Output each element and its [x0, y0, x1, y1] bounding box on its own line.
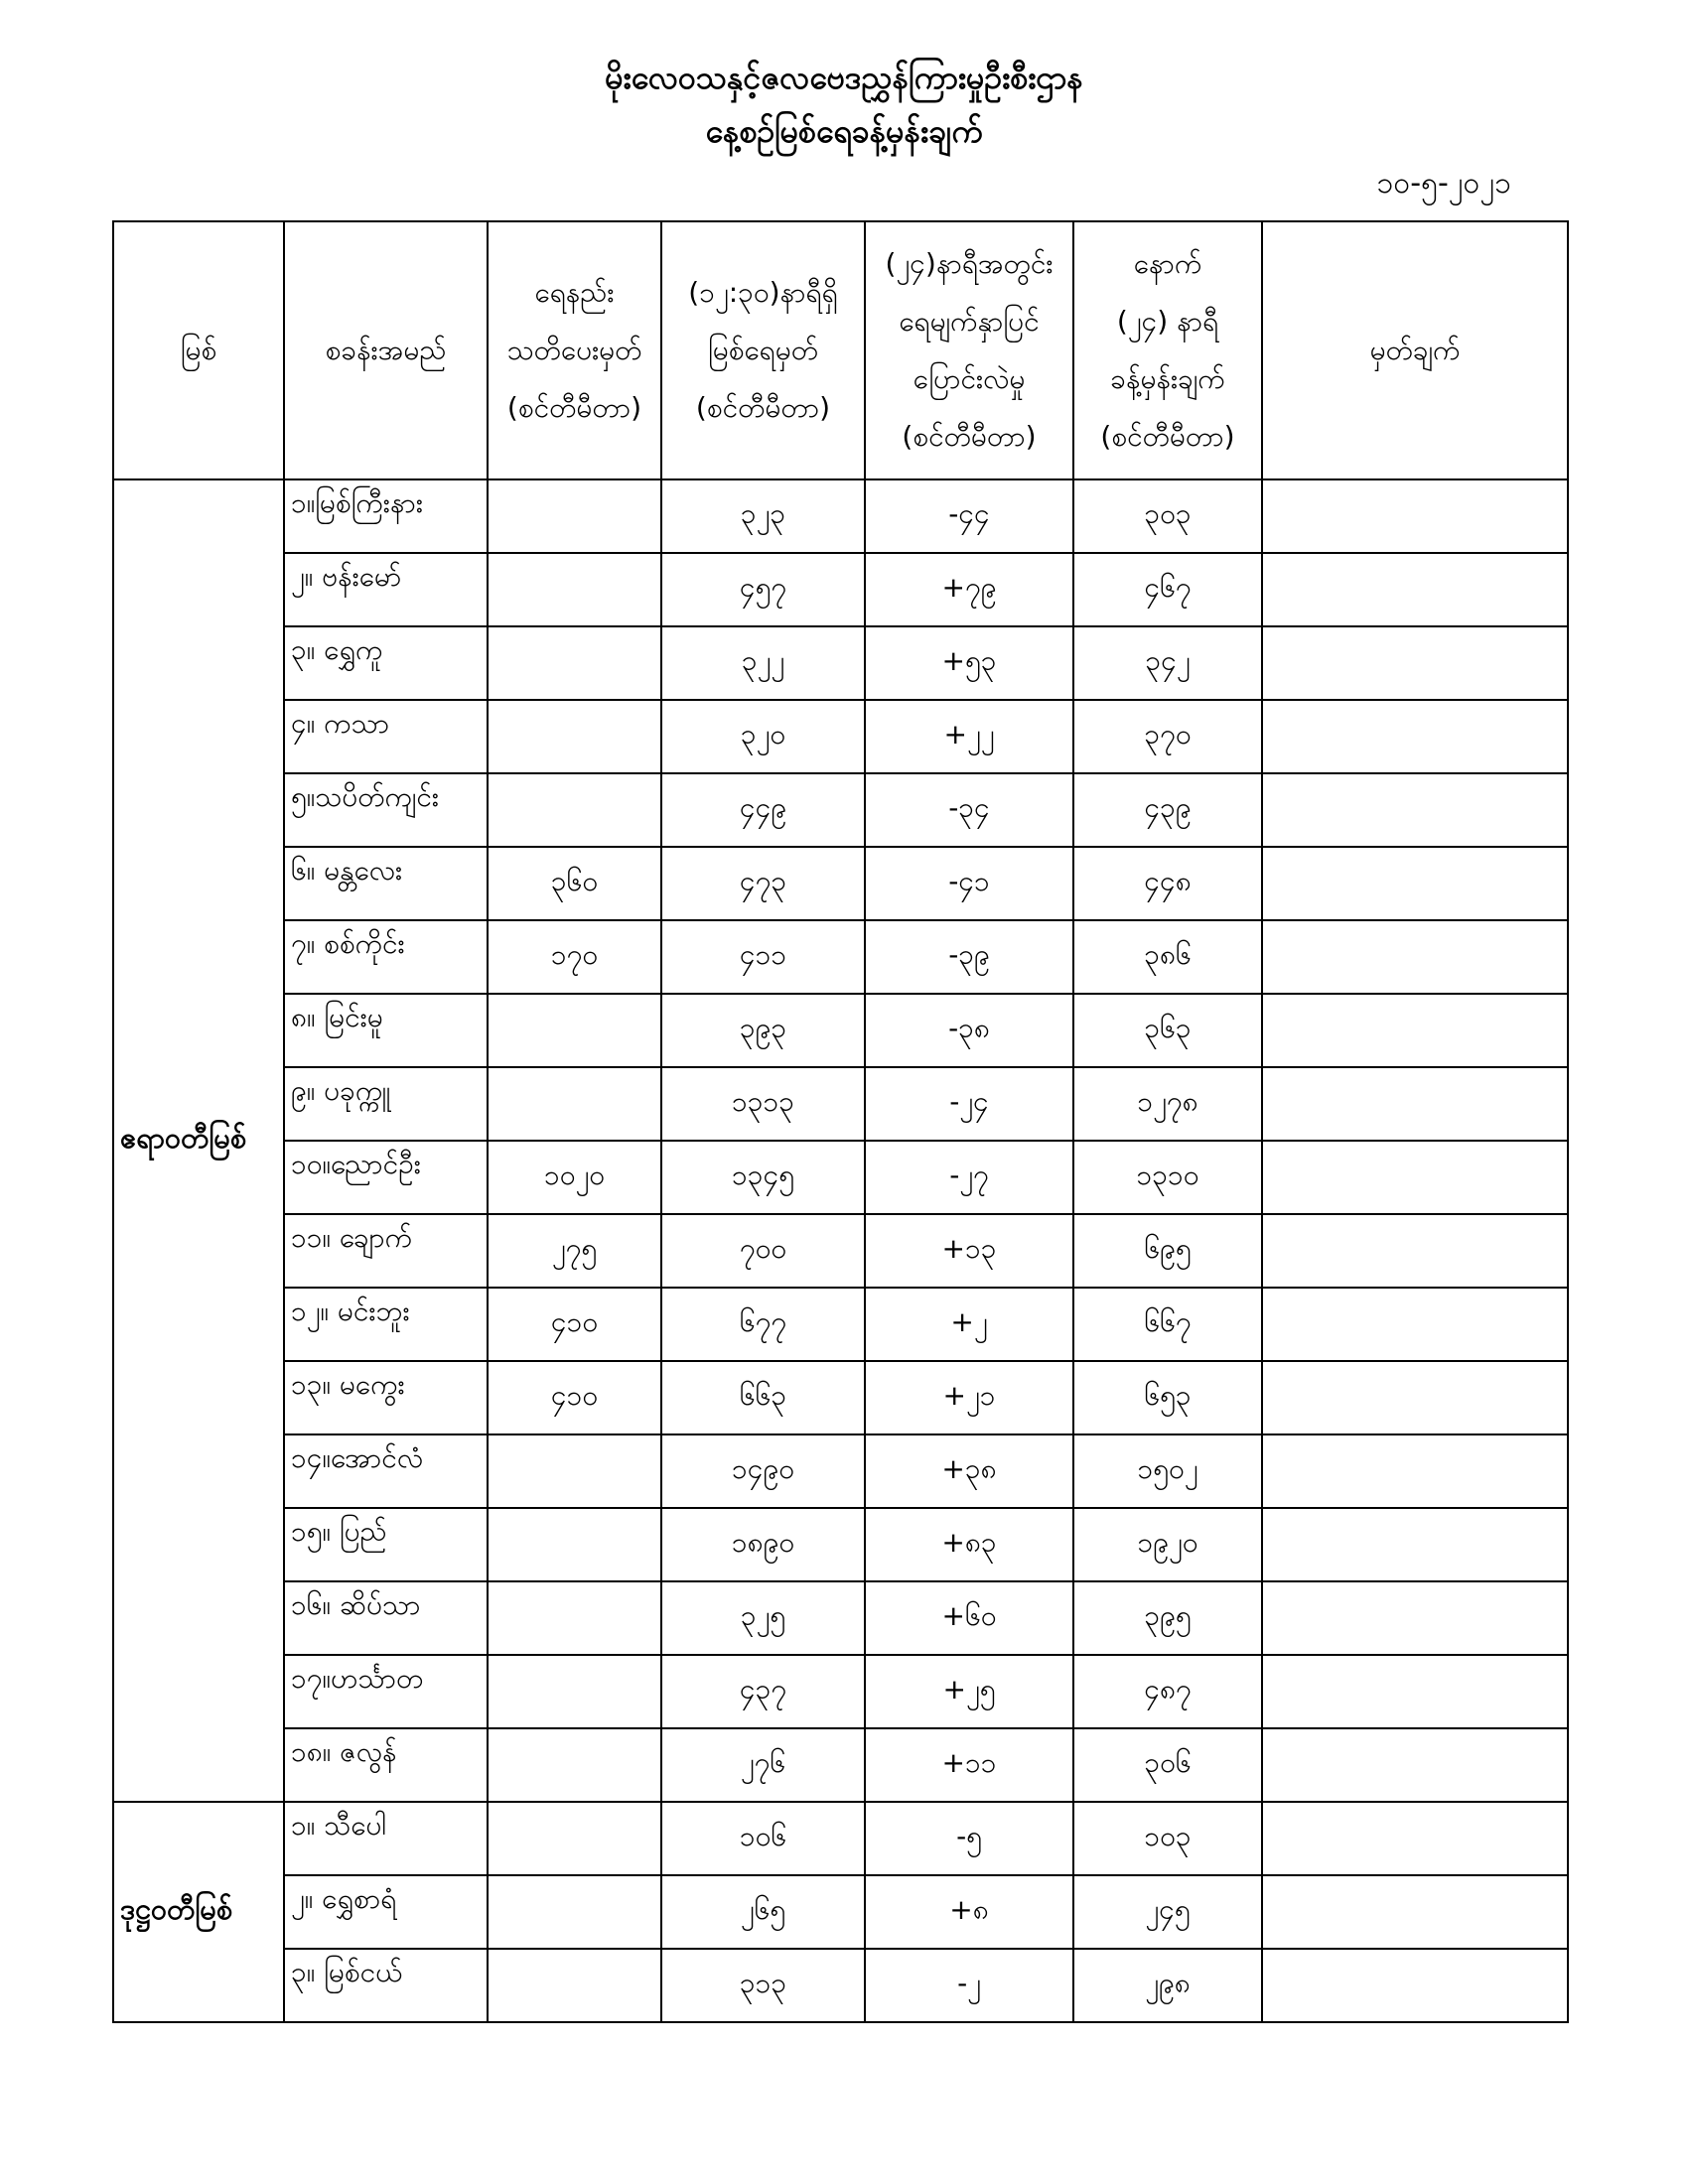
table-row	[113, 1581, 1568, 1655]
col-header-forecast	[1073, 221, 1262, 479]
change-cell: -၄၄	[865, 479, 1073, 553]
col-header-remarks: မှတ်ချက်	[1262, 221, 1568, 479]
station-cell: ၁၀။ညောင်ဦး	[284, 1141, 488, 1214]
header-line: ရေနည်း	[534, 276, 615, 309]
forecast-cell: ၃၄၂	[1073, 626, 1262, 700]
remarks-cell	[1262, 1214, 1568, 1288]
header-line: သတိပေးမှတ်	[506, 334, 642, 366]
header-line: ပြောင်းလဲမှု	[913, 362, 1026, 395]
change-cell: +၂၁	[865, 1361, 1073, 1434]
remarks-cell	[1262, 479, 1568, 553]
danger-level-cell: ၁၇၀	[488, 920, 661, 994]
forecast-cell: ၃၇၀	[1073, 700, 1262, 773]
change-cell: +၂၂	[865, 700, 1073, 773]
table-row	[113, 1802, 1568, 1875]
header-line: (၁၂:၃၀)နာရီရှိ	[688, 276, 838, 309]
table-row	[113, 1875, 1568, 1949]
col-header-change	[865, 221, 1073, 479]
forecast-cell: ၄၆၇	[1073, 553, 1262, 626]
forecast-cell: ၃၀၃	[1073, 479, 1262, 553]
danger-level-cell	[488, 1949, 661, 2022]
page-subtitle: နေ့စဉ်မြစ်ရေခန့်မှန်းချက်	[705, 112, 983, 150]
current-level-cell: ၃၂၀	[661, 700, 865, 773]
danger-level-cell	[488, 1434, 661, 1508]
col-header-river: မြစ်	[113, 221, 284, 479]
remarks-cell	[1262, 553, 1568, 626]
change-cell: +၂	[865, 1288, 1073, 1361]
table-row	[113, 700, 1568, 773]
header-line: (စင်တီမီတာ)	[506, 391, 642, 424]
change-cell: -၅	[865, 1802, 1073, 1875]
forecast-cell: ၃၆၃	[1073, 994, 1262, 1067]
table-row	[113, 1434, 1568, 1508]
current-level-cell: ၄၃၇	[661, 1655, 865, 1728]
remarks-cell	[1262, 1581, 1568, 1655]
change-cell: +၆၀	[865, 1581, 1073, 1655]
danger-level-cell: ၄၁၀	[488, 1361, 661, 1434]
danger-level-cell	[488, 1875, 661, 1949]
station-cell: ၈။ မြင်းမူ	[284, 994, 488, 1067]
station-cell: ၁၇။ဟင်္သာတ	[284, 1655, 488, 1728]
station-cell: ၂။ ရွှေစာရံ	[284, 1875, 488, 1949]
current-level-cell: ၁၈၉၀	[661, 1508, 865, 1581]
change-cell: -၃၄	[865, 773, 1073, 847]
danger-level-cell	[488, 1802, 661, 1875]
change-cell: +၈	[865, 1875, 1073, 1949]
forecast-cell: ၆၉၅	[1073, 1214, 1262, 1288]
remarks-cell	[1262, 1508, 1568, 1581]
header-line: (၂၄) နာရီ	[1116, 305, 1219, 338]
change-cell: -၃၈	[865, 994, 1073, 1067]
station-cell: ၁၄။အောင်လံ	[284, 1434, 488, 1508]
forecast-cell: ၃၀၆	[1073, 1728, 1262, 1802]
remarks-cell	[1262, 1288, 1568, 1361]
forecast-cell: ၄၄၈	[1073, 847, 1262, 920]
table-row	[113, 1067, 1568, 1141]
forecast-cell: ၆၅၃	[1073, 1361, 1262, 1434]
forecast-cell: ၁၀၃	[1073, 1802, 1262, 1875]
danger-level-cell: ၁၀၂၀	[488, 1141, 661, 1214]
danger-level-cell	[488, 994, 661, 1067]
station-cell: ၃။ မြစ်ငယ်	[284, 1949, 488, 2022]
table-row	[113, 1949, 1568, 2022]
remarks-cell	[1262, 1434, 1568, 1508]
forecast-cell: ၃၉၅	[1073, 1581, 1262, 1655]
header-line: (စင်တီမီတာ)	[695, 391, 831, 424]
remarks-cell	[1262, 1949, 1568, 2022]
danger-level-cell	[488, 626, 661, 700]
col-header-danger	[488, 221, 661, 479]
header-line: မြစ်ရေမှတ်	[708, 334, 818, 366]
table-row	[113, 1728, 1568, 1802]
remarks-cell	[1262, 920, 1568, 994]
table-row	[113, 1655, 1568, 1728]
table-row	[113, 1361, 1568, 1434]
forecast-cell: ၂၉၈	[1073, 1949, 1262, 2022]
remarks-cell	[1262, 773, 1568, 847]
remarks-cell	[1262, 847, 1568, 920]
table-body	[113, 479, 1568, 2022]
header-line: (စင်တီမီတာ)	[1100, 420, 1235, 453]
change-cell: +၈၃	[865, 1508, 1073, 1581]
col-header-current	[661, 221, 865, 479]
change-cell: +၃၈	[865, 1434, 1073, 1508]
change-cell: -၂	[865, 1949, 1073, 2022]
current-level-cell: ၆၆၃	[661, 1361, 865, 1434]
station-cell: ၂။ ဗန်းမော်	[284, 553, 488, 626]
danger-level-cell	[488, 1581, 661, 1655]
table-row	[113, 1508, 1568, 1581]
station-cell: ၉။ ပခုက္ကူ	[284, 1067, 488, 1141]
danger-level-cell: ၂၇၅	[488, 1214, 661, 1288]
header-line: နောက်	[1133, 247, 1202, 280]
river-name-cell: ဧရာဝတီမြစ်	[113, 479, 284, 1802]
forecast-cell: ၃၈၆	[1073, 920, 1262, 994]
forecast-cell: ၄၃၉	[1073, 773, 1262, 847]
station-cell: ၁၅။ ပြည်	[284, 1508, 488, 1581]
change-cell: +၂၅	[865, 1655, 1073, 1728]
table-row	[113, 553, 1568, 626]
remarks-cell	[1262, 626, 1568, 700]
danger-level-cell	[488, 1655, 661, 1728]
table-row	[113, 1214, 1568, 1288]
danger-level-cell: ၃၆၀	[488, 847, 661, 920]
forecast-cell: ၁၅၀၂	[1073, 1434, 1262, 1508]
remarks-cell	[1262, 994, 1568, 1067]
danger-level-cell	[488, 1508, 661, 1581]
current-level-cell: ၃၉၃	[661, 994, 865, 1067]
current-level-cell: ၁၀၆	[661, 1802, 865, 1875]
change-cell: -၃၉	[865, 920, 1073, 994]
danger-level-cell	[488, 700, 661, 773]
remarks-cell	[1262, 1141, 1568, 1214]
station-cell: ၆။ မန္တလေး	[284, 847, 488, 920]
current-level-cell: ၃၂၅	[661, 1581, 865, 1655]
station-cell: ၁၃။ မကွေး	[284, 1361, 488, 1434]
danger-level-cell	[488, 553, 661, 626]
station-cell: ၁၈။ ဇလွန်	[284, 1728, 488, 1802]
station-cell: ၁။ သီပေါ	[284, 1802, 488, 1875]
forecast-cell: ၂၄၅	[1073, 1875, 1262, 1949]
current-level-cell: ၁၃၁၃	[661, 1067, 865, 1141]
current-level-cell: ၄၁၁	[661, 920, 865, 994]
header-line: (၂၄)နာရီအတွင်း	[885, 247, 1054, 280]
table-row	[113, 920, 1568, 994]
report-date: ၁၀-၅-၂၀၂၁	[1376, 166, 1511, 201]
station-cell: ၁၆။ ဆိပ်သာ	[284, 1581, 488, 1655]
current-level-cell: ၃၂၂	[661, 626, 865, 700]
change-cell: +၁၁	[865, 1728, 1073, 1802]
table-row	[113, 479, 1568, 553]
change-cell: -၂၄	[865, 1067, 1073, 1141]
current-level-cell: ၂၆၅	[661, 1875, 865, 1949]
remarks-cell	[1262, 1361, 1568, 1434]
current-level-cell: ၄၄၉	[661, 773, 865, 847]
change-cell: +၁၃	[865, 1214, 1073, 1288]
change-cell: +၅၃	[865, 626, 1073, 700]
station-cell: ၁။မြစ်ကြီးနား	[284, 479, 488, 553]
station-cell: ၇။ စစ်ကိုင်း	[284, 920, 488, 994]
table-row	[113, 847, 1568, 920]
forecast-cell: ၁၉၂၀	[1073, 1508, 1262, 1581]
danger-level-cell	[488, 1728, 661, 1802]
current-level-cell: ၂၇၆	[661, 1728, 865, 1802]
current-level-cell: ၆၇၇	[661, 1288, 865, 1361]
danger-level-cell	[488, 773, 661, 847]
forecast-table	[112, 220, 1569, 2023]
current-level-cell: ၁၃၄၅	[661, 1141, 865, 1214]
remarks-cell	[1262, 1655, 1568, 1728]
current-level-cell: ၇၀၀	[661, 1214, 865, 1288]
station-cell: ၃။ ရွှေကူ	[284, 626, 488, 700]
danger-level-cell	[488, 479, 661, 553]
change-cell: -၂၇	[865, 1141, 1073, 1214]
table-row	[113, 994, 1568, 1067]
remarks-cell	[1262, 1728, 1568, 1802]
remarks-cell	[1262, 700, 1568, 773]
forecast-cell: ၄၈၇	[1073, 1655, 1262, 1728]
table-row	[113, 773, 1568, 847]
change-cell: +၇၉	[865, 553, 1073, 626]
forecast-cell: ၁၃၁၀	[1073, 1141, 1262, 1214]
station-cell: ၁၁။ ချောက်	[284, 1214, 488, 1288]
current-level-cell: ၄၅၇	[661, 553, 865, 626]
current-level-cell: ၃၁၃	[661, 1949, 865, 2022]
change-cell: -၄၁	[865, 847, 1073, 920]
col-header-station: စခန်းအမည်	[284, 221, 488, 479]
table-row	[113, 1288, 1568, 1361]
station-cell: ၄။ ကသာ	[284, 700, 488, 773]
station-cell: ၅။သပိတ်ကျင်း	[284, 773, 488, 847]
table-row	[113, 626, 1568, 700]
header-line: (စင်တီမီတာ)	[902, 420, 1037, 453]
danger-level-cell: ၄၁၀	[488, 1288, 661, 1361]
remarks-cell	[1262, 1875, 1568, 1949]
table-row	[113, 1141, 1568, 1214]
page-title: မိုးလေဝသနှင့်ဇလဗေဒညွှန်ကြားမှုဦးစီးဌာန	[605, 59, 1083, 96]
remarks-cell	[1262, 1802, 1568, 1875]
danger-level-cell	[488, 1067, 661, 1141]
remarks-cell	[1262, 1067, 1568, 1141]
current-level-cell: ၃၂၃	[661, 479, 865, 553]
header-row	[113, 221, 1568, 479]
header-line: ခန့်မှန်းချက်	[1110, 362, 1225, 395]
current-level-cell: ၁၄၉၀	[661, 1434, 865, 1508]
header-line: ရေမျက်နှာပြင်	[899, 305, 1040, 338]
station-cell: ၁၂။ မင်းဘူး	[284, 1288, 488, 1361]
forecast-cell: ၁၂၇၈	[1073, 1067, 1262, 1141]
current-level-cell: ၄၇၃	[661, 847, 865, 920]
forecast-cell: ၆၆၇	[1073, 1288, 1262, 1361]
river-name-cell: ဒုဋ္ဌဝတီမြစ်	[113, 1802, 284, 2022]
